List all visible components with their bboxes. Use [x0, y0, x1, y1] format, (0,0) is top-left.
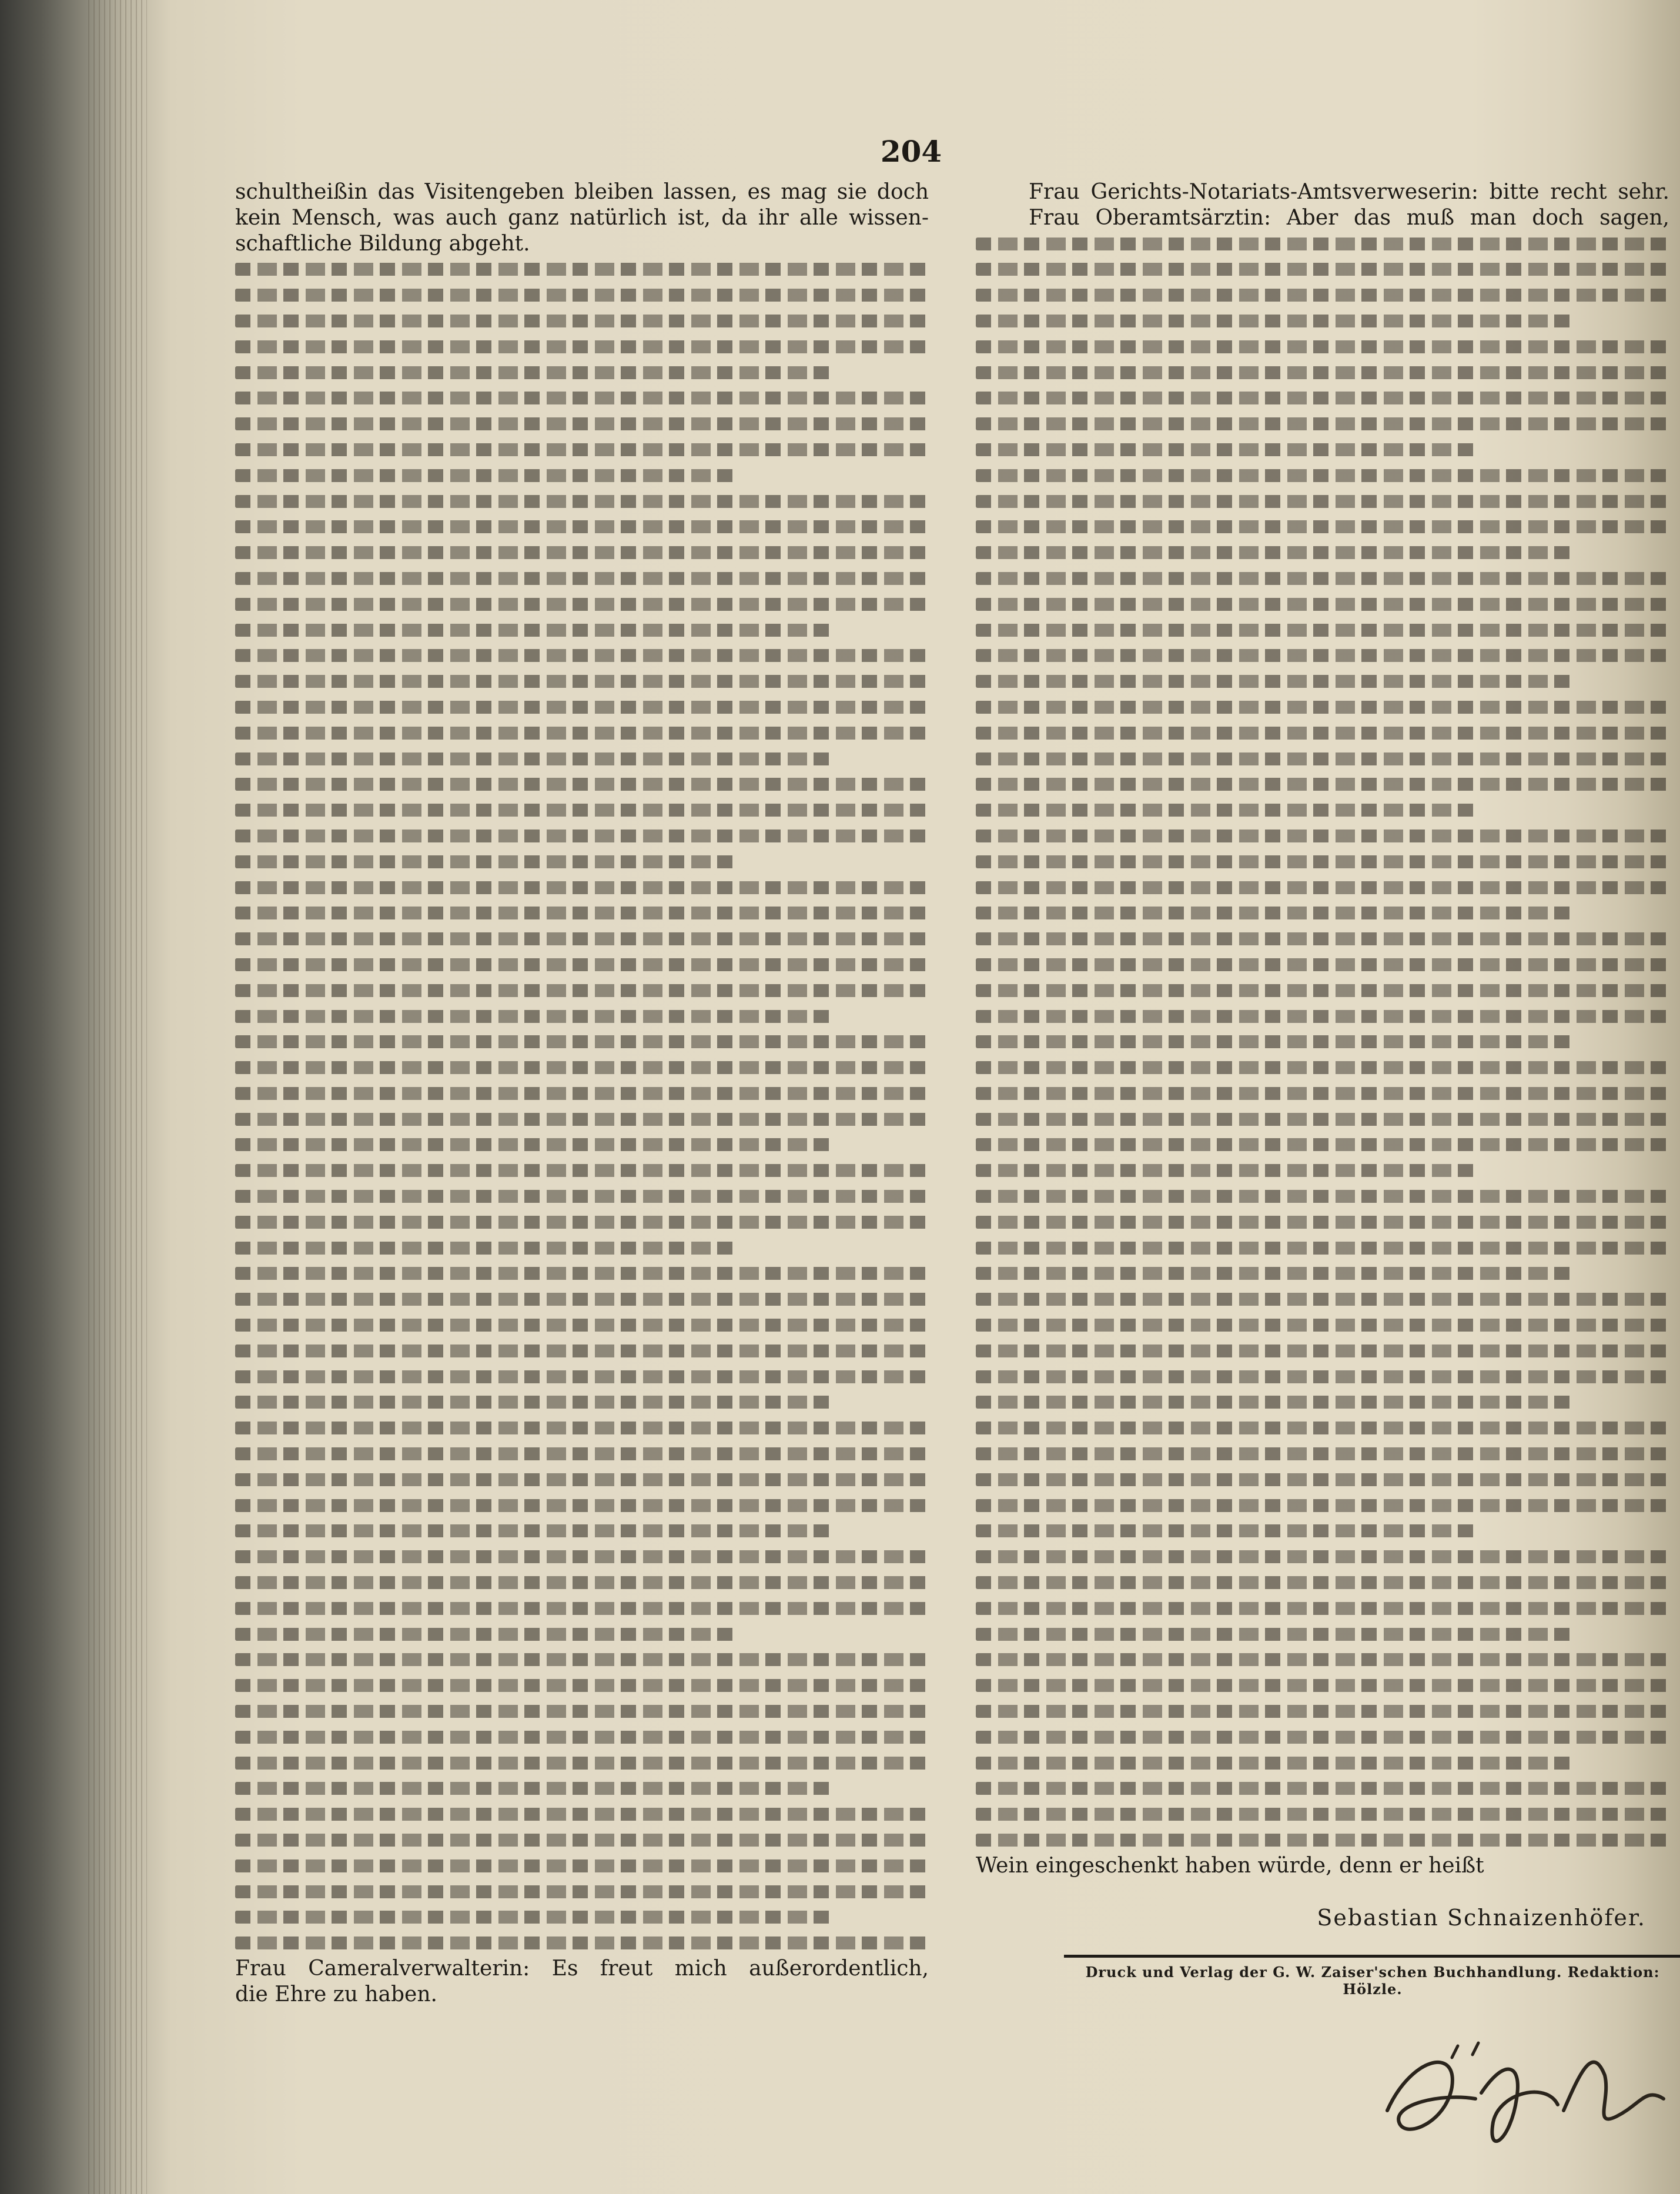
text-line-placeholder	[976, 694, 1669, 720]
imprint-rule	[1064, 1955, 1680, 1958]
text-line-placeholder	[976, 334, 1669, 360]
text-line-bar	[235, 1499, 929, 1512]
text-line-bar	[976, 1473, 1669, 1486]
text-line-bar	[976, 546, 1572, 559]
text-line-placeholder	[976, 1286, 1669, 1312]
text-line-bar	[235, 649, 929, 662]
text-line-placeholder	[235, 411, 929, 437]
text-line-bar	[976, 1190, 1669, 1203]
text-line: Frau Cameralverwalterin: Es freut mich außerordentlich,	[235, 1956, 929, 1981]
text-line-bar	[976, 1550, 1669, 1563]
text-line-placeholder	[976, 1338, 1669, 1364]
text-line-bar	[976, 1834, 1669, 1847]
text-line-bar	[976, 1679, 1669, 1692]
text-line-placeholder	[235, 720, 929, 746]
text-line-placeholder	[976, 668, 1669, 694]
text-line-bar	[976, 624, 1669, 637]
text-line-bar	[976, 1757, 1572, 1770]
text-line-placeholder	[976, 1570, 1669, 1596]
text-line-bar	[235, 417, 929, 430]
text-line-placeholder	[235, 643, 929, 668]
text-line-bar	[235, 340, 929, 353]
text-line-bar	[976, 1602, 1669, 1615]
text-line-placeholder	[235, 823, 929, 849]
text-line-placeholder	[976, 411, 1669, 437]
text-line-bar	[235, 1911, 832, 1924]
text-line-bar	[976, 1345, 1669, 1357]
text-line-bar	[235, 1447, 929, 1460]
text-line-placeholder	[976, 1364, 1669, 1390]
left-column	[235, 179, 929, 2008]
text-line-placeholder	[235, 1004, 929, 1029]
text-line-placeholder	[976, 952, 1669, 978]
text-line-placeholder	[235, 489, 929, 514]
text-line-placeholder	[976, 1158, 1669, 1183]
text-line-bar	[976, 932, 1669, 945]
text-line-bar	[976, 392, 1669, 404]
text-line-placeholder	[976, 1260, 1669, 1286]
page	[147, 0, 1669, 2194]
text-line-bar	[235, 572, 929, 585]
text-line-placeholder	[976, 1596, 1669, 1621]
handwriting-stroke	[1387, 2062, 1475, 2129]
text-line-placeholder	[976, 1750, 1669, 1776]
text-line-placeholder	[235, 1415, 929, 1441]
text-line-placeholder	[235, 1570, 929, 1596]
text-line-bar	[976, 1782, 1669, 1795]
text-line-bar	[976, 1319, 1669, 1332]
text-line-bar	[976, 289, 1669, 302]
text-line-placeholder	[235, 256, 929, 282]
text-line-placeholder	[235, 1596, 929, 1621]
text-line-placeholder	[235, 1750, 929, 1776]
text-line-bar	[235, 469, 735, 482]
text-line-placeholder	[976, 385, 1669, 411]
text-line-bar	[976, 1113, 1669, 1126]
text-line-placeholder	[976, 514, 1669, 540]
text-line-bar	[235, 315, 929, 327]
text-line: schultheißin das Visitengeben bleiben lassen, es mag sie doch	[235, 180, 929, 204]
text-line-bar	[976, 804, 1475, 817]
text-line-placeholder	[235, 1029, 929, 1055]
text-line-bar	[976, 1705, 1669, 1718]
text-line-placeholder	[976, 823, 1669, 849]
text-line-placeholder	[235, 900, 929, 926]
text-line-placeholder	[976, 1698, 1669, 1724]
text-line-placeholder	[976, 1647, 1669, 1673]
text-line-bar	[976, 1138, 1669, 1151]
text-line-placeholder	[235, 1055, 929, 1081]
text-line-bar	[235, 1319, 929, 1332]
text-line-placeholder	[976, 1004, 1669, 1029]
text-line-bar	[235, 1087, 929, 1100]
text-line-bar	[976, 1010, 1669, 1023]
text-line-bar	[976, 366, 1669, 379]
text-line-placeholder	[976, 617, 1669, 643]
text-line-placeholder	[235, 1930, 929, 1956]
text-line-bar	[976, 881, 1669, 894]
text-line-bar	[976, 315, 1572, 327]
text-line-bar	[976, 572, 1669, 585]
text-line-placeholder	[976, 1209, 1669, 1235]
text-line-bar	[976, 1216, 1669, 1229]
text-line: Frau Oberamtsärztin: Aber das muß man doch sagen,	[1029, 205, 1669, 230]
text-line-bar	[235, 1010, 832, 1023]
text-line-placeholder	[235, 668, 929, 694]
text-line-bar	[235, 1061, 929, 1074]
text-line-placeholder	[976, 1235, 1669, 1261]
text-line-bar	[976, 907, 1572, 919]
right-column	[976, 179, 1669, 1879]
text-line-bar	[235, 881, 929, 894]
text-line-placeholder	[235, 1286, 929, 1312]
text-line-placeholder	[976, 1312, 1669, 1338]
text-line-bar	[976, 752, 1669, 765]
text-line-placeholder	[235, 1621, 929, 1647]
text-line-placeholder	[235, 1724, 929, 1750]
text-line-placeholder	[976, 282, 1669, 308]
text-line-placeholder	[235, 875, 929, 901]
text-line-bar	[235, 701, 929, 714]
text-line-placeholder	[976, 566, 1669, 591]
text-line-bar	[235, 1937, 929, 1949]
text-line-bar	[976, 855, 1669, 868]
text-line-placeholder	[235, 334, 929, 360]
text-line-bar	[976, 469, 1669, 482]
text-line-bar	[976, 1499, 1669, 1512]
text-line-placeholder	[976, 540, 1669, 566]
text-line-placeholder	[235, 566, 929, 591]
text-line-bar	[235, 1473, 929, 1486]
text-line-bar	[235, 263, 929, 276]
text-line-placeholder	[976, 875, 1669, 901]
text-line-placeholder	[235, 1081, 929, 1106]
text-line-placeholder	[235, 1801, 929, 1827]
text-line-bar	[976, 1396, 1572, 1409]
text-line-placeholder	[976, 360, 1669, 386]
text-line-placeholder	[235, 694, 929, 720]
text-line-placeholder	[976, 900, 1669, 926]
text-line-bar	[235, 1705, 929, 1718]
text-line-bar	[976, 1628, 1572, 1641]
text-line-placeholder	[235, 1389, 929, 1415]
text-line-bar	[235, 366, 832, 379]
text-line-bar	[976, 727, 1669, 740]
illegible-text-lines	[976, 231, 1669, 1853]
text-line-bar	[976, 649, 1669, 662]
text-line-bar	[235, 1679, 929, 1692]
text-line-bar	[976, 598, 1669, 611]
illegible-text-lines	[235, 256, 929, 1956]
author-signature: Sebastian Schnaizenhöfer.	[1317, 1905, 1646, 1931]
text-line: schaftliche Bildung abgeht.	[235, 231, 530, 256]
book-page-edges	[88, 0, 147, 2194]
text-line-placeholder	[235, 1698, 929, 1724]
text-line-bar	[235, 907, 929, 919]
handwritten-signature	[1370, 2022, 1675, 2175]
text-line-placeholder	[235, 540, 929, 566]
text-line-bar	[976, 443, 1475, 456]
text-line-bar	[235, 778, 929, 791]
text-line-bar	[235, 1757, 929, 1770]
text-line-placeholder	[976, 1106, 1669, 1132]
text-line-bar	[976, 1731, 1669, 1744]
text-line-placeholder	[235, 1183, 929, 1209]
text-line-placeholder	[235, 952, 929, 978]
text-line-bar	[235, 1653, 929, 1666]
text-line-placeholder	[235, 1209, 929, 1235]
text-line-bar	[976, 1242, 1669, 1255]
text-line-placeholder	[235, 978, 929, 1004]
text-line-placeholder	[235, 849, 929, 875]
text-line-bar	[235, 1859, 929, 1872]
text-line-placeholder	[976, 1389, 1669, 1415]
text-line-placeholder	[235, 926, 929, 952]
text-line-placeholder	[976, 437, 1669, 463]
text-line-bar	[235, 1731, 929, 1744]
text-line-placeholder	[235, 1106, 929, 1132]
text-line-bar	[976, 701, 1669, 714]
text-line-placeholder	[235, 437, 929, 463]
text-line-bar	[235, 804, 929, 817]
text-line-placeholder	[976, 256, 1669, 282]
text-line-bar	[235, 1345, 929, 1357]
text-line-bar	[976, 1447, 1669, 1460]
text-line-placeholder	[976, 1775, 1669, 1801]
text-line-placeholder	[976, 591, 1669, 617]
text-line: Wein eingeschenkt haben würde, denn er heißt	[976, 1853, 1484, 1878]
text-line-bar	[976, 830, 1669, 842]
text-line-bar	[235, 1550, 929, 1563]
text-line-placeholder	[976, 1827, 1669, 1853]
text-line-placeholder	[235, 617, 929, 643]
text-line-placeholder	[976, 1183, 1669, 1209]
text-line-bar	[235, 1370, 929, 1383]
text-line-bar	[976, 958, 1669, 971]
text-line-placeholder	[976, 463, 1669, 489]
text-line-bar	[235, 1035, 929, 1048]
text-line-bar	[235, 958, 929, 971]
text-line-placeholder	[235, 463, 929, 489]
text-line-placeholder	[235, 1775, 929, 1801]
text-line-bar	[235, 1242, 735, 1255]
text-line-bar	[235, 520, 929, 533]
text-line-placeholder	[976, 1673, 1669, 1698]
text-line-placeholder	[235, 1467, 929, 1493]
text-line-placeholder	[235, 282, 929, 308]
text-line: Frau Gerichts-Notariats-Amtsverweserin: bitte recht sehr.	[1029, 180, 1669, 204]
text-line-bar	[976, 1576, 1669, 1589]
text-line-placeholder	[976, 643, 1669, 668]
text-line-placeholder	[235, 1493, 929, 1519]
text-line-bar	[976, 1370, 1669, 1383]
text-line-placeholder	[235, 1364, 929, 1390]
text-line-placeholder	[235, 1647, 929, 1673]
text-line-bar	[976, 1293, 1669, 1306]
text-line-bar	[235, 1113, 929, 1126]
text-line-placeholder	[235, 1827, 929, 1853]
text-line-bar	[235, 727, 929, 740]
text-line-bar	[976, 520, 1669, 533]
text-line-bar	[976, 1164, 1475, 1177]
text-line-bar	[235, 495, 929, 508]
text-line-bar	[235, 1808, 929, 1821]
text-line-bar	[235, 1576, 929, 1589]
text-line-placeholder	[235, 1158, 929, 1183]
text-line-placeholder	[235, 385, 929, 411]
text-line-placeholder	[976, 1441, 1669, 1467]
text-line-placeholder	[235, 1518, 929, 1544]
text-line-placeholder	[976, 1518, 1669, 1544]
text-line-bar	[235, 1164, 929, 1177]
text-line-placeholder	[976, 746, 1669, 772]
handwriting-stroke	[1564, 2062, 1664, 2119]
text-line-bar	[235, 1216, 929, 1229]
text-line-bar	[235, 443, 929, 456]
text-line-placeholder	[235, 1132, 929, 1158]
text-line-bar	[235, 1602, 929, 1615]
handwriting-stroke	[1481, 2069, 1558, 2141]
text-line-placeholder	[976, 1415, 1669, 1441]
text-line-bar	[976, 675, 1572, 688]
text-line-placeholder	[976, 771, 1669, 797]
text-line-placeholder	[976, 1467, 1669, 1493]
text-line: die Ehre zu haben.	[235, 1982, 437, 2006]
text-line-bar	[976, 984, 1669, 997]
text-line-bar	[235, 624, 832, 637]
text-line-bar	[976, 340, 1669, 353]
text-line-placeholder	[976, 797, 1669, 823]
text-line-placeholder	[235, 1853, 929, 1879]
text-line-bar	[235, 1524, 832, 1537]
text-line-bar	[976, 1422, 1669, 1434]
text-line-placeholder	[976, 1801, 1669, 1827]
text-line-placeholder	[235, 746, 929, 772]
text-line-placeholder	[976, 1055, 1669, 1081]
text-line-bar	[235, 1422, 929, 1434]
text-line-bar	[235, 1138, 832, 1151]
text-line-placeholder	[976, 1544, 1669, 1570]
text-line-placeholder	[235, 591, 929, 617]
text-line-bar	[976, 1061, 1669, 1074]
text-line-bar	[235, 1396, 832, 1409]
text-line-bar	[235, 1885, 929, 1898]
text-line-bar	[976, 263, 1669, 276]
text-line-placeholder	[235, 1904, 929, 1930]
text-line-bar	[235, 598, 929, 611]
text-line-placeholder	[235, 1235, 929, 1261]
text-line-bar	[235, 1190, 929, 1203]
text-line-placeholder	[976, 489, 1669, 514]
text-line-bar	[235, 855, 735, 868]
text-line-placeholder	[235, 360, 929, 386]
text-line-bar	[235, 1782, 832, 1795]
page-number: 204	[880, 134, 942, 169]
text-line-bar	[235, 932, 929, 945]
handwriting-stroke	[1452, 2043, 1478, 2058]
text-line-placeholder	[976, 978, 1669, 1004]
text-line-bar	[976, 495, 1669, 508]
text-line-placeholder	[976, 1029, 1669, 1055]
text-line-bar	[235, 392, 929, 404]
text-line-bar	[976, 1524, 1475, 1537]
text-line-bar	[976, 1653, 1669, 1666]
text-line-placeholder	[976, 926, 1669, 952]
text-line-bar	[235, 752, 832, 765]
text-line: kein Mensch, was auch ganz natürlich ist, da ihr alle wissen-	[235, 205, 929, 230]
text-line-placeholder	[976, 231, 1669, 257]
text-line-bar	[235, 289, 929, 302]
text-line-placeholder	[235, 1312, 929, 1338]
text-line-bar	[235, 1834, 929, 1847]
text-line-placeholder	[235, 308, 929, 334]
text-line-placeholder	[976, 1081, 1669, 1106]
text-line-placeholder	[976, 720, 1669, 746]
text-line-placeholder	[976, 308, 1669, 334]
text-line-placeholder	[235, 1338, 929, 1364]
text-line-placeholder	[235, 514, 929, 540]
text-line-bar	[235, 1267, 929, 1280]
text-line-bar	[976, 1087, 1669, 1100]
text-line-placeholder	[235, 1441, 929, 1467]
text-line-bar	[235, 675, 929, 688]
text-line-placeholder	[976, 1621, 1669, 1647]
text-line-bar	[235, 830, 929, 842]
text-line-bar	[235, 984, 929, 997]
text-line-placeholder	[235, 1879, 929, 1905]
text-line-placeholder	[976, 849, 1669, 875]
text-line-bar	[976, 1808, 1669, 1821]
text-line-bar	[976, 238, 1669, 250]
text-line-placeholder	[235, 797, 929, 823]
text-line-bar	[235, 1628, 735, 1641]
text-line-bar	[976, 417, 1669, 430]
text-line-placeholder	[235, 1544, 929, 1570]
text-line-placeholder	[235, 1673, 929, 1698]
printer-imprint: Druck und Verlag der G. W. Zaiser'schen Buchhandlung. Redaktion: Hölzle.	[1085, 1964, 1660, 1998]
text-line-placeholder	[235, 771, 929, 797]
text-line-bar	[976, 778, 1669, 791]
text-line-placeholder	[235, 1260, 929, 1286]
text-line-bar	[976, 1267, 1572, 1280]
text-line-bar	[976, 1035, 1572, 1048]
text-line-placeholder	[976, 1724, 1669, 1750]
text-line-placeholder	[976, 1493, 1669, 1519]
text-line-bar	[235, 1293, 929, 1306]
text-line-bar	[235, 546, 929, 559]
text-line-placeholder	[976, 1132, 1669, 1158]
